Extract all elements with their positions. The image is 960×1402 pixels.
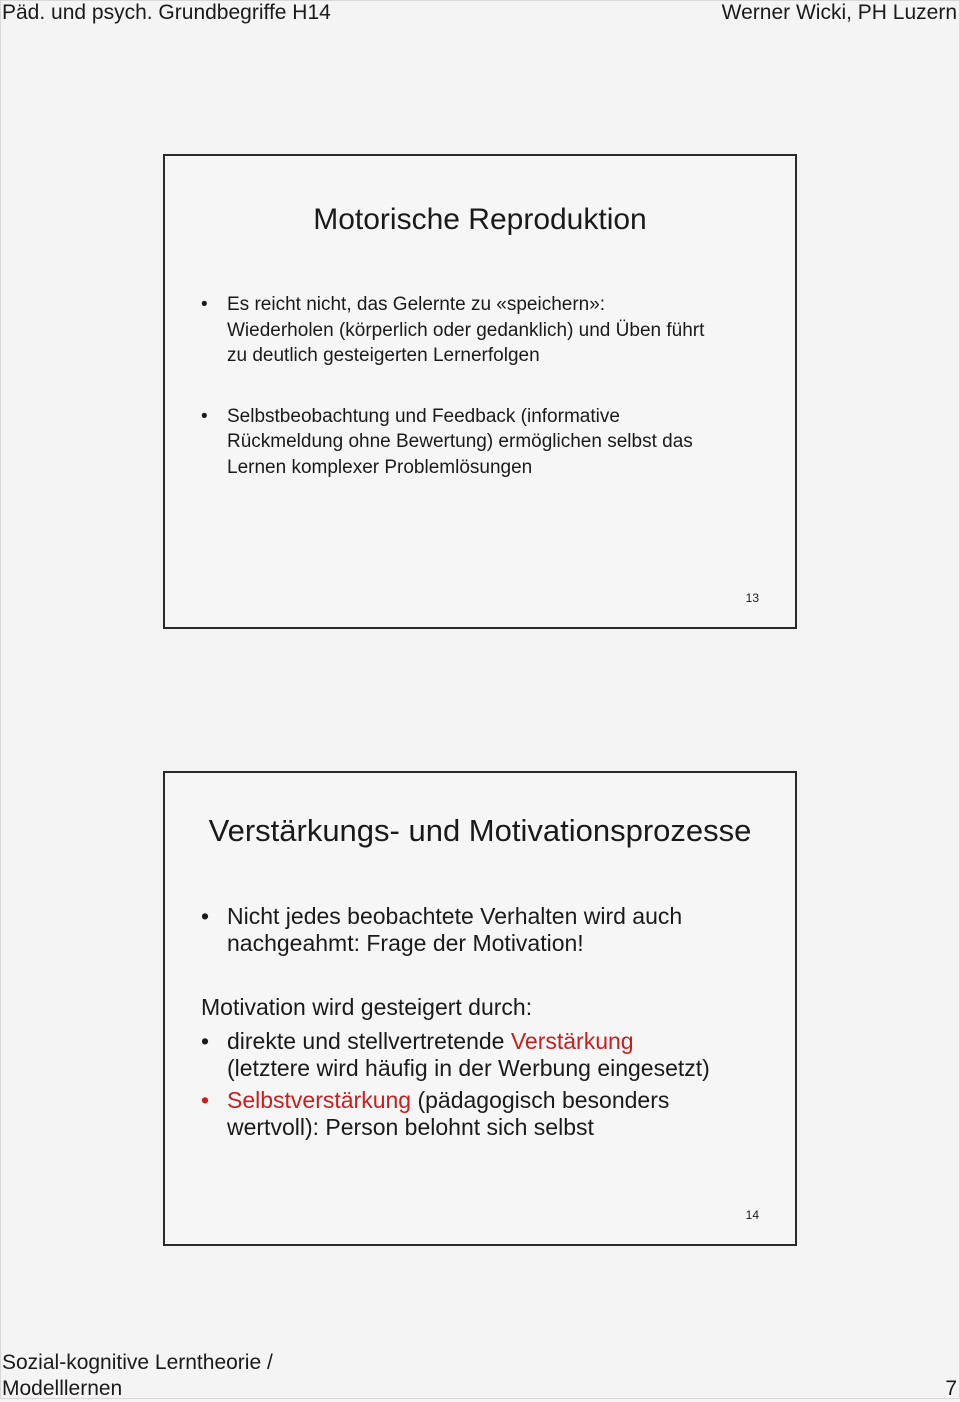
bullet-line: Wiederholen (körperlich oder gedanklich) und Üben führt xyxy=(227,319,705,341)
bullet-icon: • xyxy=(201,1087,210,1113)
footer-line: Sozial-kognitive Lerntheorie / xyxy=(2,1351,273,1374)
bullet-item xyxy=(201,1028,767,1082)
bullet-text: (pädagogisch besonders xyxy=(411,1087,670,1113)
bullet-line: (letztere wird häufig in der Werbung eingesetzt) xyxy=(227,1055,710,1081)
slide-title: Motorische Reproduktion xyxy=(313,203,647,236)
header-author: Werner Wicki, PH Luzern xyxy=(721,1,957,24)
bullet-item xyxy=(201,292,767,369)
slide-number: 13 xyxy=(745,591,759,605)
footer-topic xyxy=(2,1350,273,1402)
bullet-item xyxy=(201,903,767,957)
bullet-icon: • xyxy=(201,405,208,427)
bullet-line: nachgeahmt: Frage der Motivation! xyxy=(227,930,584,956)
bullet-item xyxy=(201,404,767,481)
highlight-term: Selbstverstärkung xyxy=(227,1087,412,1113)
bullet-line: zu deutlich gesteigerten Lernerfolgen xyxy=(227,345,540,366)
footer-line: Modelllernen xyxy=(2,1377,123,1400)
bullet-item xyxy=(201,1087,767,1141)
bullet-text: direkte und stellvertretende xyxy=(227,1028,511,1054)
bullet-icon: • xyxy=(201,294,208,315)
page-number: 7 xyxy=(945,1377,957,1400)
bullet-line: Nicht jedes beobachtete Verhalten wird auch xyxy=(227,903,683,929)
header-course-title: Päd. und psych. Grundbegriffe H14 xyxy=(2,1,331,24)
slide-13 xyxy=(163,154,797,629)
bullet-line: Lernen komplexer Problemlösungen xyxy=(227,456,533,478)
slide-number: 14 xyxy=(745,1208,759,1222)
slide-title: Verstärkungs- und Motivationsprozesse xyxy=(208,813,752,848)
bullet-icon: • xyxy=(201,1028,210,1054)
bullet-line: Es reicht nicht, das Gelernte zu «speichern»: xyxy=(227,294,606,315)
bullet-icon: • xyxy=(201,903,210,929)
bullet-line: wertvoll): Person belohnt sich selbst xyxy=(227,1114,594,1140)
slide-14 xyxy=(163,771,797,1246)
bullet-line: Rückmeldung ohne Bewertung) ermöglichen selbst das xyxy=(227,431,693,452)
bullet-list xyxy=(201,292,767,480)
highlight-term: Verstärkung xyxy=(510,1028,634,1054)
bullet-list xyxy=(201,1028,767,1141)
motivation-intro: Motivation wird gesteigert durch: xyxy=(201,994,533,1020)
bullet-line: Selbstbeobachtung und Feedback (informative xyxy=(227,405,620,427)
bullet-list xyxy=(201,903,767,957)
